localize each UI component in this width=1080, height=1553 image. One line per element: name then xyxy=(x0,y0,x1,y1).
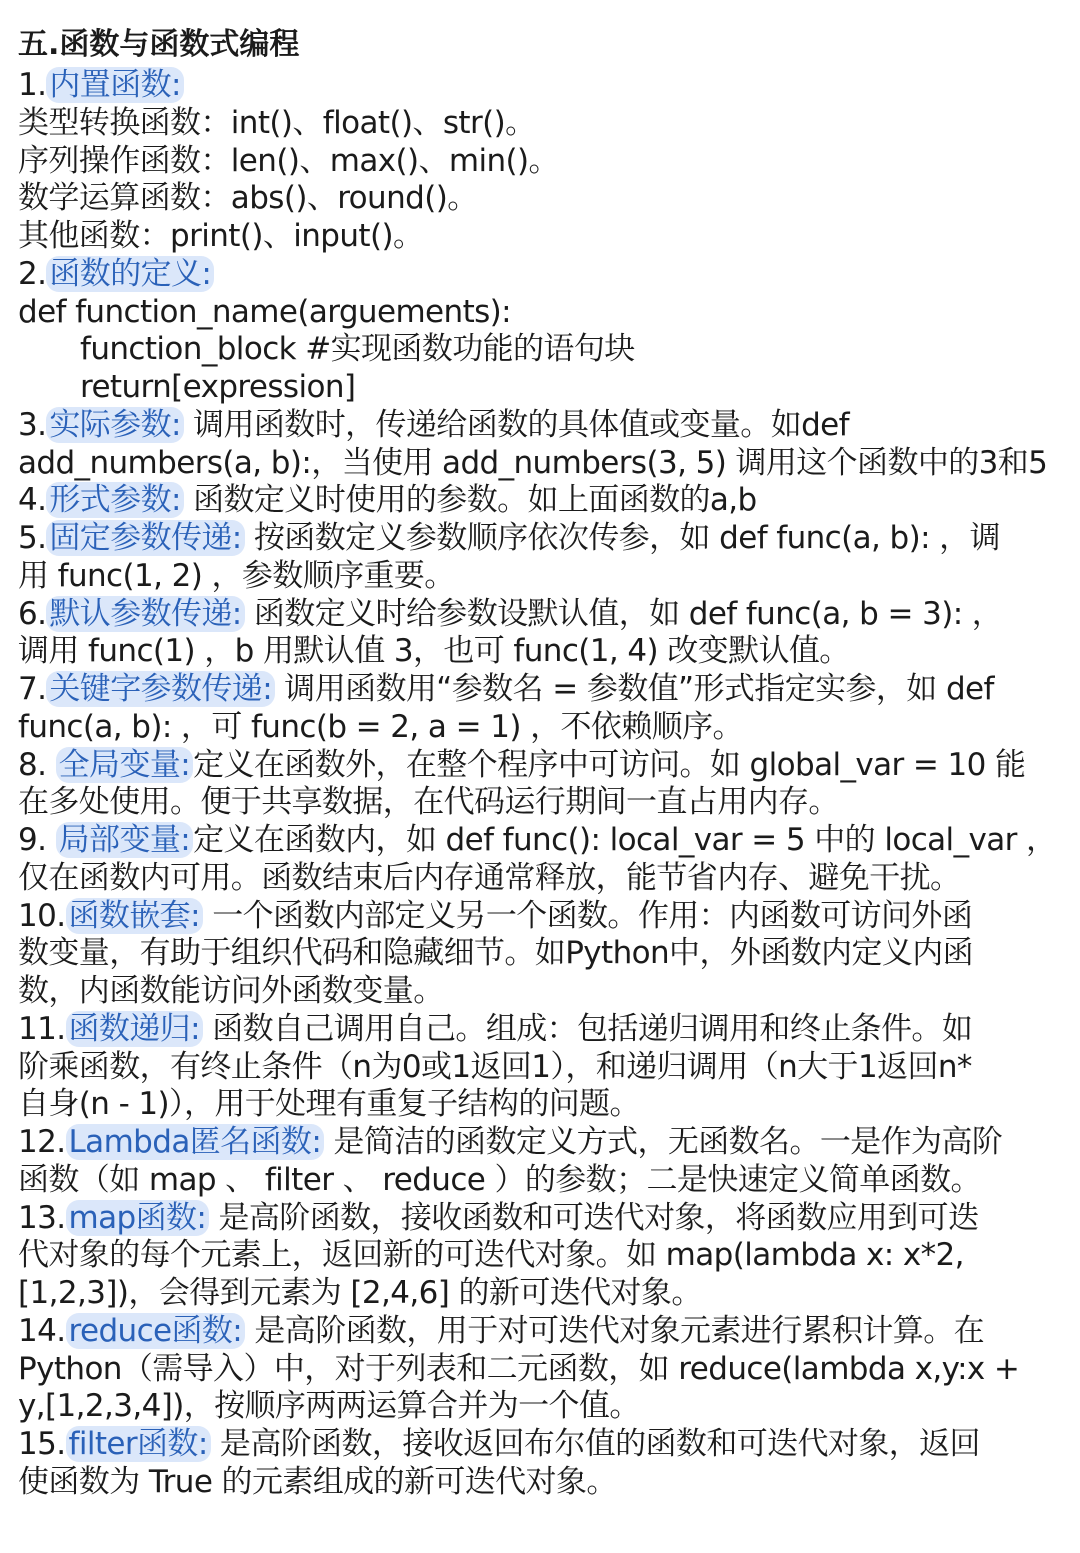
line-text: 函数（如 map 、 filter 、 reduce ）的参数；二是快速定义简单函数。 xyxy=(18,1161,981,1198)
text-line xyxy=(18,293,511,331)
line-text: 6. xyxy=(18,595,47,632)
highlighted-heading: 局部变量: xyxy=(56,822,193,858)
line-text: 7. xyxy=(18,671,47,707)
section-title: 五.函数与函数式编程 xyxy=(18,27,300,62)
text-line xyxy=(18,821,1056,859)
line-text: 类型转换函数：int()、float()、str()。 xyxy=(18,104,536,141)
line-text: 14. xyxy=(18,1312,66,1349)
line-text: y,[1,2,3,4])，按顺序两两运算合并为一个值。 xyxy=(18,1388,640,1425)
text-line xyxy=(18,1312,984,1350)
line-text: 调用 func(1) ，b 用默认值 3，也可 func(1, 4) 改变默认值。 xyxy=(18,633,850,670)
line-text: 其他函数：print()、input()。 xyxy=(18,218,424,254)
line-text: 13. xyxy=(18,1199,66,1236)
line-text: 5. xyxy=(18,520,47,556)
line-text: 9. xyxy=(18,822,56,858)
text-line xyxy=(18,670,994,708)
line-text: 用 func(1, 2) ，参数顺序重要。 xyxy=(18,557,455,594)
text-line xyxy=(18,142,559,180)
line-text: 数，内函数能访问外函数变量。 xyxy=(18,973,444,1009)
line-text: 函数自己调用自己。组成：包括递归调用和终止条件。如 xyxy=(202,1010,973,1047)
highlighted-heading: 实际参数: xyxy=(46,407,183,443)
text-line xyxy=(18,557,455,595)
line-text: 函数定义时给参数设默认值，如 def func(a, b = 3): ， xyxy=(244,595,1003,632)
line-text: [1,2,3])，会得到元素为 [2,4,6] 的新可迭代对象。 xyxy=(18,1275,702,1311)
highlighted-heading: reduce函数: xyxy=(66,1313,246,1349)
text-line xyxy=(18,1274,702,1312)
line-text: return[expression] xyxy=(80,369,356,405)
text-line xyxy=(18,1161,981,1199)
text-line xyxy=(18,1123,1002,1161)
line-text: 1. xyxy=(18,67,47,103)
highlighted-heading: 全局变量: xyxy=(56,747,193,783)
text-line xyxy=(18,934,973,972)
highlighted-heading: 函数嵌套: xyxy=(66,898,203,934)
highlighted-heading: 默认参数传递: xyxy=(46,596,244,632)
text-line xyxy=(18,1010,972,1048)
line-text: 一个函数内部定义另一个函数。作用：内函数可访问外函 xyxy=(202,897,973,934)
line-text: 使函数为 True 的元素组成的新可迭代对象。 xyxy=(18,1463,617,1500)
text-line xyxy=(18,444,1047,482)
line-text: 4. xyxy=(18,482,47,519)
line-text: 仅在函数内可用。函数结束后内存通常释放，能节省内存、避免干扰。 xyxy=(18,859,961,896)
text-line xyxy=(18,1463,617,1501)
text-line xyxy=(18,897,972,935)
line-text: 15. xyxy=(18,1426,66,1462)
line-text: 调用函数时，传递给函数的具体值或变量。如def xyxy=(183,406,849,443)
line-text: 在多处使用。便于共享数据，在代码运行期间一直占用内存。 xyxy=(18,784,839,821)
line-text: add_numbers(a, b):，当使用 add_numbers(3, 5) 调用这个函数中的3和5 xyxy=(18,444,1048,481)
line-text: 调用函数用“参数名 = 参数值”形式指定实参，如 def xyxy=(275,671,994,707)
text-line xyxy=(18,1199,979,1237)
text-line xyxy=(18,859,960,897)
line-text: 按函数定义参数顺序依次传参，如 def func(a, b): ，调 xyxy=(244,520,1000,556)
highlighted-heading: 固定参数传递: xyxy=(46,520,244,556)
text-line xyxy=(18,708,743,746)
line-text: 序列操作函数：len()、max()、min()。 xyxy=(18,142,559,179)
text-line xyxy=(18,1236,964,1274)
line-text: 2. xyxy=(18,255,47,292)
line-text: 10. xyxy=(18,897,66,934)
line-text: 是简洁的函数定义方式，无函数名。一是作为高阶 xyxy=(324,1124,1003,1160)
text-line xyxy=(18,217,423,255)
text-line xyxy=(18,255,214,293)
text-line xyxy=(80,368,355,406)
line-text: function_block #实现函数功能的语句块 xyxy=(80,331,635,368)
line-text: Python（需导入）中，对于列表和二元函数，如 reduce(lambda x,y:x + xyxy=(18,1350,1020,1387)
text-line xyxy=(18,1350,1019,1388)
text-line xyxy=(18,632,850,670)
text-line xyxy=(18,66,184,104)
line-text: 定义在函数外，在整个程序中可访问。如 global_var = 10 能 xyxy=(193,746,1026,783)
line-text: func(a, b): ，可 func(b = 2, a = 1) ，不依赖顺序。 xyxy=(18,708,743,745)
line-text: 是高阶函数，接收函数和可迭代对象，将函数应用到可迭 xyxy=(209,1199,979,1236)
text-line xyxy=(18,783,839,821)
text-line xyxy=(80,330,635,368)
highlighted-heading: filter函数: xyxy=(66,1426,211,1462)
line-text: def function_name(arguements): xyxy=(18,293,512,330)
text-line xyxy=(18,406,849,444)
highlighted-heading: map函数: xyxy=(66,1200,210,1236)
text-line xyxy=(18,746,1025,784)
text-line xyxy=(18,1387,640,1425)
line-text: 是高阶函数，接收返回布尔值的函数和可迭代对象，返回 xyxy=(210,1426,980,1462)
line-text: 是高阶函数，用于对可迭代对象元素进行累积计算。在 xyxy=(245,1312,984,1349)
highlighted-heading: 函数递归: xyxy=(66,1011,203,1047)
line-text: 8. xyxy=(18,746,56,783)
text-line xyxy=(18,481,757,519)
highlighted-heading: Lambda匿名函数: xyxy=(66,1124,325,1160)
text-line xyxy=(18,104,535,142)
text-line xyxy=(18,1425,980,1463)
text-line xyxy=(18,519,1000,557)
highlighted-heading: 函数的定义: xyxy=(46,256,214,292)
line-text: 自身(n - 1)），用于处理有重复子结构的问题。 xyxy=(18,1086,640,1123)
highlighted-heading: 内置函数: xyxy=(46,67,183,103)
text-line xyxy=(18,595,1002,633)
text-line xyxy=(18,972,444,1010)
line-text: 12. xyxy=(18,1124,66,1160)
line-text: 数学运算函数：abs()、round()。 xyxy=(18,180,478,217)
line-text: 函数定义时使用的参数。如上面函数的a,b xyxy=(183,482,757,519)
highlighted-heading: 形式参数: xyxy=(46,482,183,518)
text-line xyxy=(18,1085,640,1123)
text-line xyxy=(18,1048,972,1086)
text-line xyxy=(18,179,478,217)
line-text: 数变量，有助于组织代码和隐藏细节。如Python中，外函数内定义内函 xyxy=(18,935,974,972)
highlighted-heading: 关键字参数传递: xyxy=(46,671,275,707)
line-text: 代对象的每个元素上，返回新的可迭代对象。如 map(lambda x: x*2, xyxy=(18,1237,964,1274)
line-text: 11. xyxy=(18,1010,66,1047)
line-text: 3. xyxy=(18,406,47,443)
line-text: 定义在函数内，如 def func(): local_var = 5 中的 local_var ， xyxy=(193,822,1057,858)
line-text: 阶乘函数，有终止条件（n为0或1返回1），和递归调用（n大于1返回n* xyxy=(18,1048,972,1085)
